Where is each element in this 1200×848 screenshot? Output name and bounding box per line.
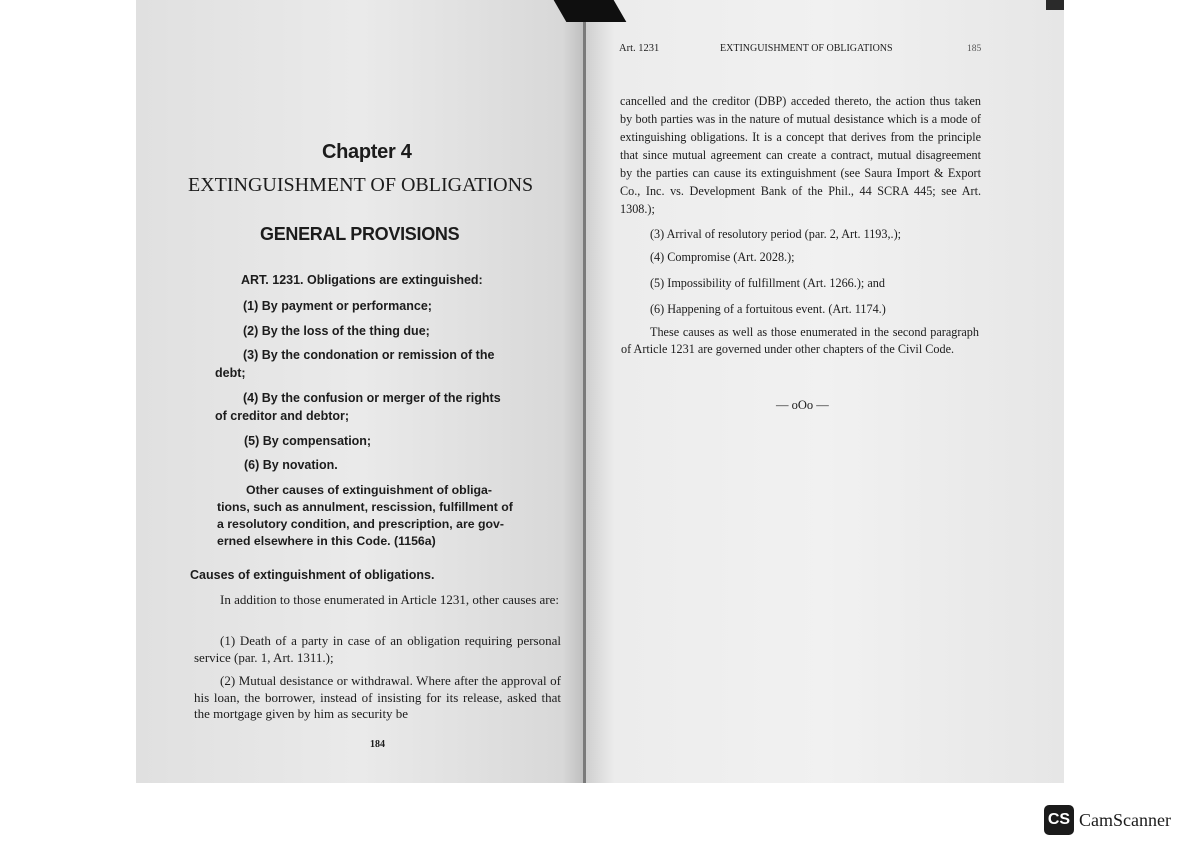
list-item: of creditor and debtor; <box>215 409 350 423</box>
section-heading: GENERAL PROVISIONS <box>260 224 460 244</box>
paragraph: These causes as well as those enumerated in the second paragraph of Article 1231 are governed under other chapters of the Civil Code. <box>621 325 979 356</box>
list-item: (6) Happening of a fortuitous event. (Art. 1174.) <box>650 302 886 316</box>
ornament-divider: — oOo — <box>776 398 829 412</box>
other-causes-line: a resolutory condition, and prescription, are gov- <box>217 517 504 531</box>
paragraph: In addition to those enumerated in Article 1231, other causes are: <box>220 592 559 607</box>
list-item: (5) By compensation; <box>244 434 372 448</box>
other-causes-line: erned elsewhere in this Code. (1156a) <box>217 534 436 548</box>
list-item: (5) Impossibility of fulfillment (Art. 1266.); and <box>650 276 885 290</box>
paragraph: cancelled and the creditor (DBP) acceded thereto, the action thus taken by both parties was in the nature of mutual desistance which is a mode of extinguishing obligations. It is a concept that derives from the principle that since mutual agreement can create a contract, mutual disagreement by the parties can cause its extinguishment (see Saura Import & Export Co., Inc. vs. Development Bank of the Phil., 44 SCRA 445; see Art. 1308.); <box>620 94 981 216</box>
article-heading: ART. 1231. Obligations are extinguished: <box>241 273 483 287</box>
chapter-title: EXTINGUISHMENT OF OBLIGATIONS <box>188 174 534 196</box>
subheading: Causes of extinguishment of obligations. <box>190 568 435 582</box>
list-item: (3) By the condonation or remission of the <box>243 348 495 362</box>
scan-shadow <box>554 0 627 22</box>
running-header-article: Art. 1231 <box>619 43 660 54</box>
scan-shadow-corner <box>1046 0 1064 10</box>
list-item: (3) Arrival of resolutory period (par. 2, Art. 1193,.); <box>650 227 902 241</box>
paragraph: (1) Death of a party in case of an obligation requiring personal service (par. 1, Art. 1311.); <box>194 633 561 665</box>
list-item: (4) Compromise (Art. 2028.); <box>650 250 795 264</box>
list-item: (6) By novation. <box>244 458 338 472</box>
page-number: 184 <box>370 739 385 750</box>
list-item: (4) By the confusion or merger of the rights <box>243 391 501 405</box>
list-item: (1) By payment or performance; <box>243 299 432 313</box>
list-item: debt; <box>215 366 246 380</box>
chapter-label: Chapter 4 <box>322 141 412 163</box>
camscanner-watermark <box>1044 805 1171 835</box>
other-causes-line: Other causes of extinguishment of obliga- <box>246 483 492 497</box>
list-item: (2) By the loss of the thing due; <box>243 324 430 338</box>
camscanner-name: CamScanner <box>1079 809 1171 830</box>
other-causes-line: tions, such as annulment, rescission, fulfillment of <box>217 500 513 514</box>
camscanner-logo-icon: CS <box>1044 805 1074 835</box>
running-header-title: EXTINGUISHMENT OF OBLIGATIONS <box>720 43 893 54</box>
page-number: 185 <box>967 44 982 54</box>
paragraph: (2) Mutual desistance or withdrawal. Where after the approval of his loan, the borrower, instead of insisting for its release, asked that the mortgage given by him as security be <box>194 673 561 721</box>
